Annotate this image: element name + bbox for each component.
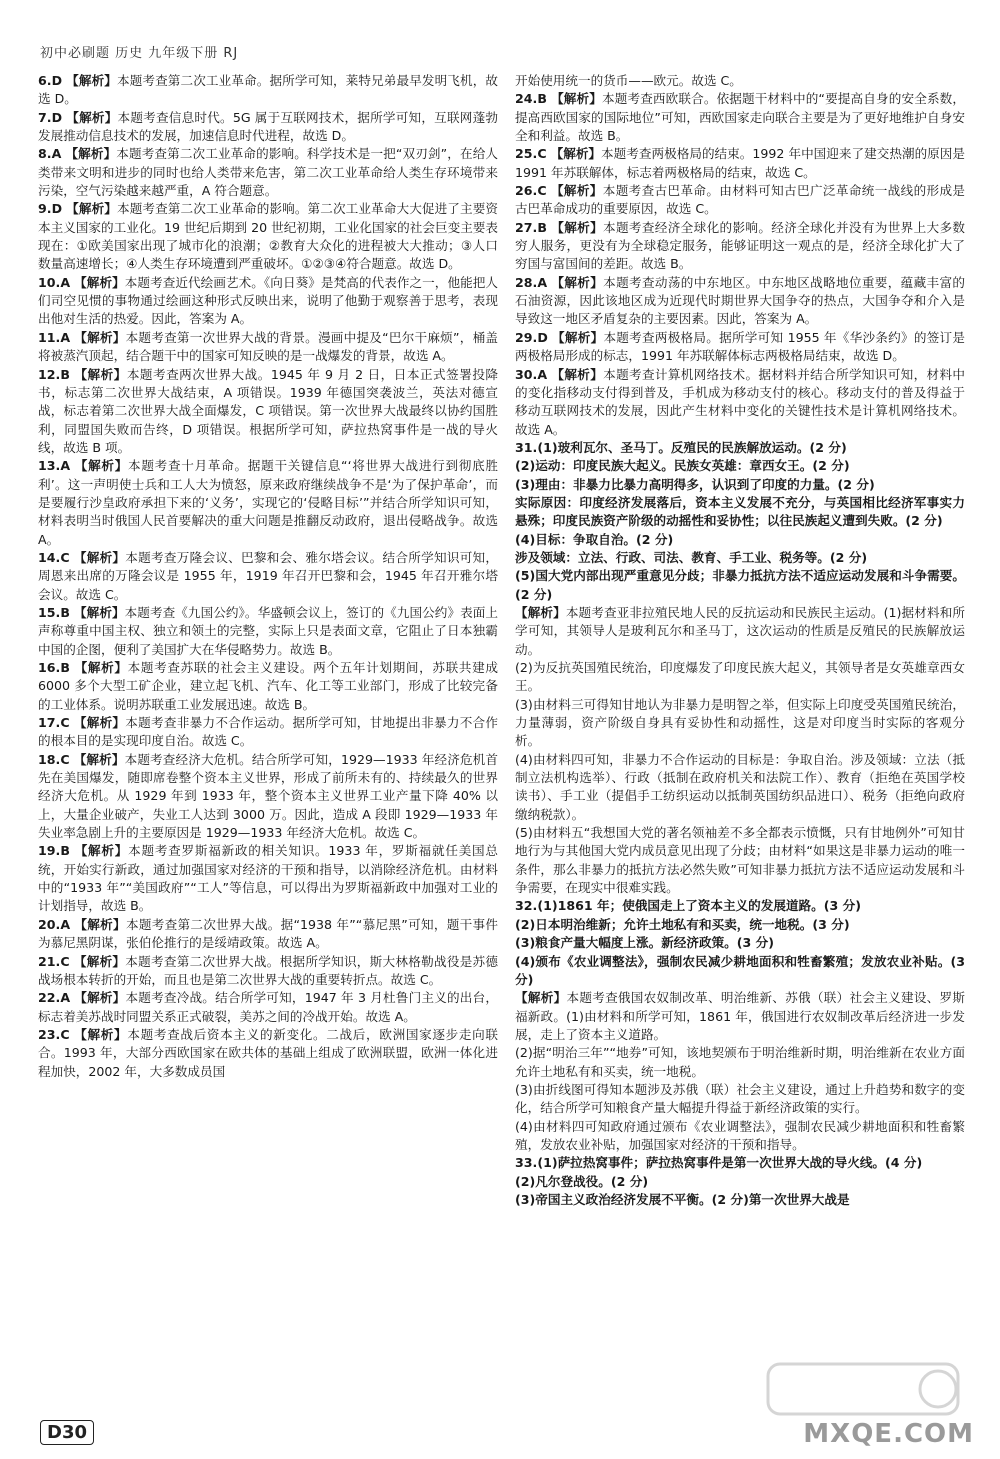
analysis-tag: 【解析】 bbox=[73, 549, 126, 565]
analysis-text: 本题考查第二次世界大战。据“1938 年”“慕尼黑”可知，题干事件为慕尼黑阴谋，张伯伦推行的是绥靖政策。故选 A。 bbox=[38, 916, 499, 951]
question-number: 21. bbox=[38, 953, 61, 969]
page-header: 初中必刷题 历史 九年级下册 RJ bbox=[40, 46, 239, 61]
analysis-tag: 【解析】 bbox=[66, 201, 117, 217]
answer-choice: B bbox=[537, 219, 547, 235]
analysis-text: 本题考查十月革命。据题干关键信息“‘将世界大战进行到彻底胜利’。这一声明使士兵和工人大为愤怒，原来政府继续战争不是‘为了保护革命’，而是要履行沙皇政府承担下来的‘义务’，实现它的‘侵略目标’”并结合所学知识可知，材料表明当时俄国人民首要解决的重大问题是推翻反动政府，退出侵略战争。故选 A。 bbox=[38, 458, 498, 547]
analysis-tag: 【解析】 bbox=[551, 219, 604, 235]
answer-item bbox=[515, 329, 965, 366]
analysis-tag: 【解析】 bbox=[550, 146, 602, 162]
analysis-text: 本题考查两极格局的结束。1992 年中国迎来了建交热潮的原因是 1991 年苏联解体，标志着两极格局的结束，故选 C。 bbox=[515, 146, 965, 180]
question-number: 10. bbox=[38, 274, 61, 290]
analysis-tag: 【解析】 bbox=[65, 146, 117, 162]
analysis-paragraph bbox=[515, 696, 965, 751]
question-number: 33. bbox=[515, 1155, 538, 1171]
analysis-text: 本题考查第一次世界大战的背景。漫画中提及“巴尔干麻烦”，桶盖将被蒸汽顶起，结合题干中的国家可知反映的是一战爆发的背景，故选 A。 bbox=[38, 329, 498, 364]
answer-item bbox=[38, 200, 498, 273]
analysis-text: 本题考查两极格局。据所学可知 1955 年《华沙条约》的签订是两极格局形成的标志，1991 年苏联解体标志两极格局结束，故选 D。 bbox=[515, 329, 965, 364]
question-number: 17. bbox=[38, 715, 61, 731]
analysis-tag: 【解析】 bbox=[74, 990, 126, 1006]
question-number: 20. bbox=[38, 916, 61, 932]
answer-choice: C bbox=[537, 146, 547, 162]
answer-choice: B bbox=[60, 843, 70, 859]
analysis-text: 本题考查第二次工业革命的影响。第二次工业革命大大促进了主要资本主义国家的工业化。19 世纪后期到 20 世纪初期，工业化国家的社会巨变主要表现在：①欧美国家出现了城市化的浪潮；②教育大众化的进程被大大推动；③人口数量高速增长；④人类生存环境遭到严重破坏。①②③④符合题意。故选 D。 bbox=[38, 201, 499, 272]
answer-item bbox=[515, 366, 965, 439]
analysis-text: 本题考查战后资本主义的新变化。二战后，欧洲国家逐步走向联合。1993 年，大部分西欧国家在欧共体的基础上组成了欧洲联盟，欧洲一体化进程加快，2002 年，大多数成员国 bbox=[38, 1026, 499, 1079]
analysis-text: (4)由材料四可知，非暴力不合作运动的目标是：争取自治。涉及领域：立法（抵制立法机构选举）、行政（抵制在政府机关和法院工作）、教育（拒绝在英国学校读书）、手工业（提倡手工纺织运动以抵制英国纺织品进口）、税务（拒绝向政府缴纳税款）。 bbox=[515, 751, 965, 822]
analysis-text: 本题考查万隆会议、巴黎和会、雅尔塔会议。结合所学知识可知，周恩来出席的万隆会议是 1955 年，1919 年召开巴黎和会，1945 年召开雅尔塔会议。故选 C。 bbox=[38, 549, 499, 602]
analysis-tag: 【解析】 bbox=[74, 458, 129, 474]
answer-choice: D bbox=[537, 329, 548, 345]
analysis-text: 本题考查罗斯福新政的相关知识。1933 年，罗斯福就任美国总统，开始实行新政，通过加强国家对经济的干预和指导，以消除经济危机。由材料中的“1933 年”“美国政府”“工人”等信息，可以得出为罗斯福新政中加强对工业的计划指导，故选 B。 bbox=[38, 843, 498, 914]
question-number: 12. bbox=[38, 366, 61, 382]
analysis-tag: 【解析】 bbox=[551, 91, 602, 107]
answer-item bbox=[515, 90, 965, 145]
answer-item bbox=[515, 182, 965, 219]
answer-line bbox=[515, 897, 965, 915]
answer-item bbox=[38, 274, 498, 329]
answer-choice: A bbox=[60, 458, 71, 474]
question-number: 26. bbox=[515, 183, 538, 199]
answer-text: (1)萨拉热窝事件；萨拉热窝事件是第一次世界大战的导火线。(4 分) bbox=[537, 1155, 923, 1171]
answer-line bbox=[515, 934, 965, 952]
answer-choice: C bbox=[60, 1026, 70, 1042]
answer-choice: C bbox=[60, 953, 70, 969]
answer-text: (4)颁布《农业调整法》，强制农民减少耕地面积和牲畜繁殖；发放农业补贴。(3 分) bbox=[515, 953, 965, 987]
answer-text: (2)日本明治维新；允许土地私有和买卖，统一地税。(3 分) bbox=[515, 916, 850, 932]
question-number: 31. bbox=[515, 439, 538, 455]
answer-choice: B bbox=[60, 604, 70, 620]
watermark-domain: MXQE.COM bbox=[803, 1419, 974, 1449]
answer-text: (4)目标：争取自治。(2 分) bbox=[515, 531, 674, 547]
question-number: 13. bbox=[38, 458, 61, 474]
answer-text: (1)玻利瓦尔、圣马丁。反殖民的民族解放运动。(2 分) bbox=[537, 439, 847, 455]
analysis-text: 本题考查西欧联合。依据题干材料中的“要提高自身的安全系数，提高西欧国家的国际地位”可知，西欧国家走向联合主要是为了更好地维护自身安全和利益。故选 B。 bbox=[515, 91, 965, 144]
analysis-text: 本题考查亚非拉殖民地人民的反抗运动和民族民主运动。(1)据材料和所学可知，其领导人是玻利瓦尔和圣马丁，这次运动的性质是反殖民的民族解放运动。 bbox=[515, 604, 965, 657]
answer-item bbox=[38, 953, 498, 990]
question-33 bbox=[515, 1154, 965, 1209]
page-number: D30 bbox=[40, 1420, 94, 1445]
analysis-tag: 【解析】 bbox=[74, 916, 126, 932]
question-number: 15. bbox=[38, 604, 61, 620]
answer-item bbox=[38, 329, 498, 366]
analysis-text: 本题考查近代绘画艺术。《向日葵》是梵高的代表作之一，他能把人们司空见惯的事物通过绘画这种形式反映出来，说明了他勤于观察善于思考，表现出他对生活的热爱。因此，答案为 A。 bbox=[38, 274, 499, 327]
question-number: 25. bbox=[515, 146, 538, 162]
answer-item bbox=[38, 1026, 498, 1081]
answer-item bbox=[38, 842, 498, 915]
question-number: 32. bbox=[515, 898, 538, 914]
answer-item bbox=[38, 145, 498, 200]
analysis-paragraph bbox=[515, 989, 965, 1044]
answer-item bbox=[515, 274, 965, 329]
analysis-text: (2)为反抗英国殖民统治，印度爆发了印度民族大起义，其领导者是女英雄章西女王。 bbox=[515, 660, 965, 694]
analysis-text: (3)由折线图可得知本题涉及苏俄（联）社会主义建设，通过上升趋势和数字的变化，结合所学可知粮食产量大幅提升得益于新经济政策的实行。 bbox=[515, 1081, 965, 1116]
continuation-text: 开始使用统一的货币——欧元。故选 C。 bbox=[515, 73, 742, 88]
answer-choice: A bbox=[60, 329, 71, 345]
question-number: 16. bbox=[38, 660, 61, 675]
question-number: 22. bbox=[38, 990, 61, 1006]
analysis-tag: 【解析】 bbox=[74, 274, 125, 290]
answer-text: 涉及领域：立法、行政、司法、教育、手工业、税务等。(2 分) bbox=[515, 549, 868, 565]
answer-item bbox=[38, 751, 498, 843]
analysis-tag: 【解析】 bbox=[74, 366, 127, 382]
question-31 bbox=[515, 439, 965, 898]
right-column bbox=[515, 72, 965, 1209]
answer-choice: A bbox=[60, 274, 71, 290]
answer-choice: B bbox=[537, 91, 547, 107]
answer-line bbox=[515, 439, 965, 457]
question-number: 8. bbox=[38, 146, 52, 162]
answer-choice: B bbox=[60, 660, 70, 675]
analysis-tag: 【解析】 bbox=[66, 73, 117, 88]
analysis-tag: 【解析】 bbox=[74, 604, 125, 620]
analysis-text: 本题考查经济全球化的影响。经济全球化并没有为世界上大多数穷人服务，更没有为全球稳定服务，能够证明这一观点的是，经济全球化扩大了穷国与富国间的差距。故选 B。 bbox=[515, 219, 966, 272]
answer-line bbox=[515, 1154, 965, 1172]
answer-choice: C bbox=[60, 549, 70, 565]
question-number: 30. bbox=[515, 366, 538, 382]
answer-choice: D bbox=[51, 73, 63, 88]
analysis-text: 本题考查计算机网络技术。据材料并结合所学知识可知，材料中的变化指移动支付得到普及，手机成为移动支付的核心。移动支付的普及得益于移动互联网技术的发展，因此产生材料中变化的关键性技术是计算机网络技术。故选 A。 bbox=[515, 366, 966, 437]
answer-choice: C bbox=[60, 715, 70, 731]
left-column bbox=[38, 72, 498, 1081]
question-number: 14. bbox=[38, 549, 61, 565]
answer-line bbox=[515, 457, 965, 475]
answer-choice: A bbox=[51, 146, 62, 162]
answer-line bbox=[515, 476, 965, 494]
right-items bbox=[515, 90, 965, 439]
question-number: 9. bbox=[38, 201, 52, 217]
analysis-text: 本题考查两次世界大战。1945 年 9 月 2 日，日本正式签署投降书，标志第二次世界大战结束，A 项错误。1939 年德国突袭波兰，英法对德宣战，标志着第二次世界大战全面爆发，C 项错误。第一次世界大战最终以协约国胜利，同盟国失败而告终，D 项错误。根据所学可知，萨拉热窝事件是一战的导火线，故选 B 项。 bbox=[38, 366, 499, 455]
answer-choice: A bbox=[537, 274, 548, 290]
analysis-text: (5)由材料五“我想国大党的著名领袖差不多全都表示愤慨，只有甘地例外”可知甘地行为与其他国大党内成员意见出现了分歧；由材料“如果这是非暴力运动的唯一条件，那么非暴力的抵抗方法必然失败”可知非暴力抵抗方法不适应运动发展和斗争需要，在现实中很难实践。 bbox=[515, 825, 965, 896]
analysis-text: 本题考查第二次世界大战。根据所学知识，斯大林格勒战役是苏德战场根本转折的开始，而且也是第二次世界大战的重要转折点。故选 C。 bbox=[38, 953, 499, 987]
answer-item bbox=[38, 72, 498, 109]
answer-line bbox=[515, 567, 965, 604]
answer-item bbox=[515, 145, 965, 182]
analysis-paragraph bbox=[515, 604, 965, 659]
analysis-paragraph bbox=[515, 659, 965, 696]
answer-choice: C bbox=[537, 183, 547, 199]
answer-item bbox=[38, 659, 498, 714]
question-number: 29. bbox=[515, 329, 538, 345]
answer-choice: D bbox=[51, 109, 63, 125]
analysis-text: (2)据“明治三年”“地券”可知，该地契颁布于明治维新时期，明治维新在农业方面允许土地私有和买卖，统一地税。 bbox=[515, 1045, 965, 1079]
analysis-tag: 【解析】 bbox=[73, 953, 126, 969]
answer-choice: B bbox=[60, 366, 70, 382]
answer-line bbox=[515, 1173, 965, 1191]
answer-item bbox=[38, 549, 498, 604]
analysis-tag: 【解析】 bbox=[74, 1026, 128, 1042]
answer-text: (2)凡尔登战役。(2 分) bbox=[515, 1173, 649, 1189]
analysis-text: 本题考查苏联的社会主义建设。两个五年计划期间，苏联共建成 6000 多个大型工矿企业，建立起飞机、汽车、化工等工业部门，形成了比较完备的工业体系。说明苏联重工业发展迅速。故选 B。 bbox=[38, 660, 499, 712]
answer-line bbox=[515, 549, 965, 567]
answer-choice: A bbox=[60, 916, 71, 932]
analysis-tag: 【解析】 bbox=[74, 843, 129, 859]
answer-choice: A bbox=[60, 990, 71, 1006]
analysis-text: 本题考查动荡的中东地区。中东地区战略地位重要，蕴藏丰富的石油资源，因此该地区成为近现代时期世界大国争夺的热点，大国争夺和介入是导致这一地区矛盾复杂的主要因素。因此，答案为 A。 bbox=[515, 274, 966, 327]
analysis-paragraph bbox=[515, 751, 965, 824]
analysis-tag: 【解析】 bbox=[515, 604, 566, 620]
answer-line bbox=[515, 916, 965, 934]
question-number: 7. bbox=[38, 109, 52, 125]
answer-line bbox=[515, 1191, 965, 1209]
answer-text: 实际原因：印度经济发展落后，资本主义发展不充分，与英国相比经济军事实力悬殊；印度民族资产阶级的动摇性和妥协性；以往民族起义遭到失败。(2 分) bbox=[515, 494, 965, 529]
question-number: 27. bbox=[515, 219, 538, 235]
analysis-tag: 【解析】 bbox=[515, 990, 567, 1006]
answer-choice: C bbox=[60, 751, 70, 767]
answer-item bbox=[38, 604, 498, 659]
question-number: 23. bbox=[38, 1026, 61, 1042]
analysis-tag: 【解析】 bbox=[73, 715, 126, 731]
question-number: 28. bbox=[515, 274, 538, 290]
question-32 bbox=[515, 897, 965, 1154]
analysis-text: 本题考查古巴革命。由材料可知古巴广泛革命统一战线的形成是古巴革命成功的重要原因，故选 C。 bbox=[515, 183, 966, 217]
answer-text: (3)帝国主义政治经济发展不平衡。(2 分)第一次世界大战是 bbox=[515, 1191, 850, 1207]
analysis-tag: 【解析】 bbox=[550, 183, 603, 199]
answer-item bbox=[515, 219, 965, 274]
analysis-paragraph bbox=[515, 1081, 965, 1118]
question-number: 6. bbox=[38, 73, 52, 88]
answer-item bbox=[38, 366, 498, 458]
analysis-tag: 【解析】 bbox=[73, 751, 125, 767]
answer-choice: A bbox=[537, 366, 548, 382]
answer-item bbox=[38, 916, 498, 953]
analysis-text: 本题考查《九国公约》。华盛顿会议上，签订的《九国公约》表面上声称尊重中国主权、独立和领土的完整，实际上只是表面文章，它阻止了日本独霸中国的企图，便利了美国扩大在华侵略势力。故选 B。 bbox=[38, 604, 499, 657]
analysis-text: (4)由材料四可知政府通过颁布《农业调整法》，强制农民减少耕地面积和牲畜繁殖，发放农业补贴，加强国家对经济的干预和指导。 bbox=[515, 1118, 965, 1152]
analysis-text: 本题考查冷战。结合所学可知，1947 年 3 月杜鲁门主义的出台，标志着美苏战时同盟关系正式破裂，美苏之间的冷战开始。故选 A。 bbox=[38, 990, 498, 1024]
analysis-paragraph bbox=[515, 824, 965, 897]
analysis-tag: 【解析】 bbox=[74, 660, 128, 675]
answer-line bbox=[515, 494, 965, 531]
analysis-text: 本题考查第二次工业革命。据所学可知，莱特兄弟最早发明飞机，故选 D。 bbox=[38, 73, 499, 107]
question-number: 18. bbox=[38, 751, 61, 767]
analysis-text: 本题考查第二次工业革命的影响。科学技术是一把“双刃剑”，在给人类带来文明和进步的同时也给人类带来危害，第二次工业革命给人类生存环境带来污染，空气污染越来越严重，A 符合题意。 bbox=[38, 146, 498, 199]
analysis-tag: 【解析】 bbox=[552, 329, 604, 345]
analysis-paragraph bbox=[515, 1118, 965, 1155]
answer-item bbox=[38, 714, 498, 751]
answer-text: (2)运动：印度民族大起义。民族女英雄：章西女王。(2 分) bbox=[515, 458, 850, 474]
question-number: 19. bbox=[38, 843, 61, 859]
analysis-text: (3)由材料三可得知甘地认为非暴力是明智之举，但实际上印度受英国殖民统治，力量薄弱，资产阶级自身具有妥协性和动摇性，这是对印度当时实际的客观分析。 bbox=[515, 696, 965, 749]
answer-item bbox=[38, 109, 498, 146]
answer-text: (5)国大党内部出现严重意见分歧；非暴力抵抗方法不适应运动发展和斗争需要。(2 分) bbox=[515, 568, 965, 602]
analysis-tag: 【解析】 bbox=[66, 109, 118, 125]
analysis-text: 本题考查非暴力不合作运动。据所学可知，甘地提出非暴力不合作的根本目的是实现印度自治。故选 C。 bbox=[38, 715, 499, 749]
analysis-tag: 【解析】 bbox=[74, 329, 126, 345]
question-number: 11. bbox=[38, 329, 61, 345]
analysis-tag: 【解析】 bbox=[551, 274, 604, 290]
answer-choice: D bbox=[51, 201, 63, 217]
analysis-text: 本题考查俄国农奴制改革、明治维新、苏俄（联）社会主义建设、罗斯福新政。(1)由材料和所学可知，1861 年，俄国进行农奴制改革后经济进一步发展，走上了资本主义道路。 bbox=[515, 990, 966, 1042]
analysis-text: 本题考查经济大危机。结合所学可知，1929—1933 年经济危机首先在美国爆发，随即席卷整个资本主义世界，形成了前所未有的、持续最久的世界经济大危机。从 1929 年到 1933 年，整个资本主义世界工业产量下降 40% 以上，大量企业破产，失业工人达到 3000 万。因此，造成 A 段即 1929—1933 年失业率急剧上升的主要原因是 1929—1933 年经济大危机。故选 C。 bbox=[38, 751, 498, 841]
question-number: 24. bbox=[515, 91, 538, 107]
answer-line bbox=[515, 531, 965, 549]
answer-item bbox=[38, 457, 498, 549]
analysis-tag: 【解析】 bbox=[551, 366, 604, 382]
answer-text: (3)理由：非暴力比暴力高明得多，认识到了印度的力量。(2 分) bbox=[515, 476, 875, 492]
answer-text: (3)粮食产量大幅度上涨。新经济政策。(3 分) bbox=[515, 935, 775, 951]
answer-item bbox=[38, 989, 498, 1026]
answer-line bbox=[515, 953, 965, 990]
answer-text: (1)1861 年；使俄国走上了资本主义的发展道路。(3 分) bbox=[537, 898, 861, 914]
analysis-paragraph bbox=[515, 1044, 965, 1081]
analysis-text: 本题考查信息时代。5G 属于互联网技术，据所学可知，互联网蓬勃发展推动信息技术的发展，加速信息时代进程，故选 D。 bbox=[38, 109, 499, 144]
